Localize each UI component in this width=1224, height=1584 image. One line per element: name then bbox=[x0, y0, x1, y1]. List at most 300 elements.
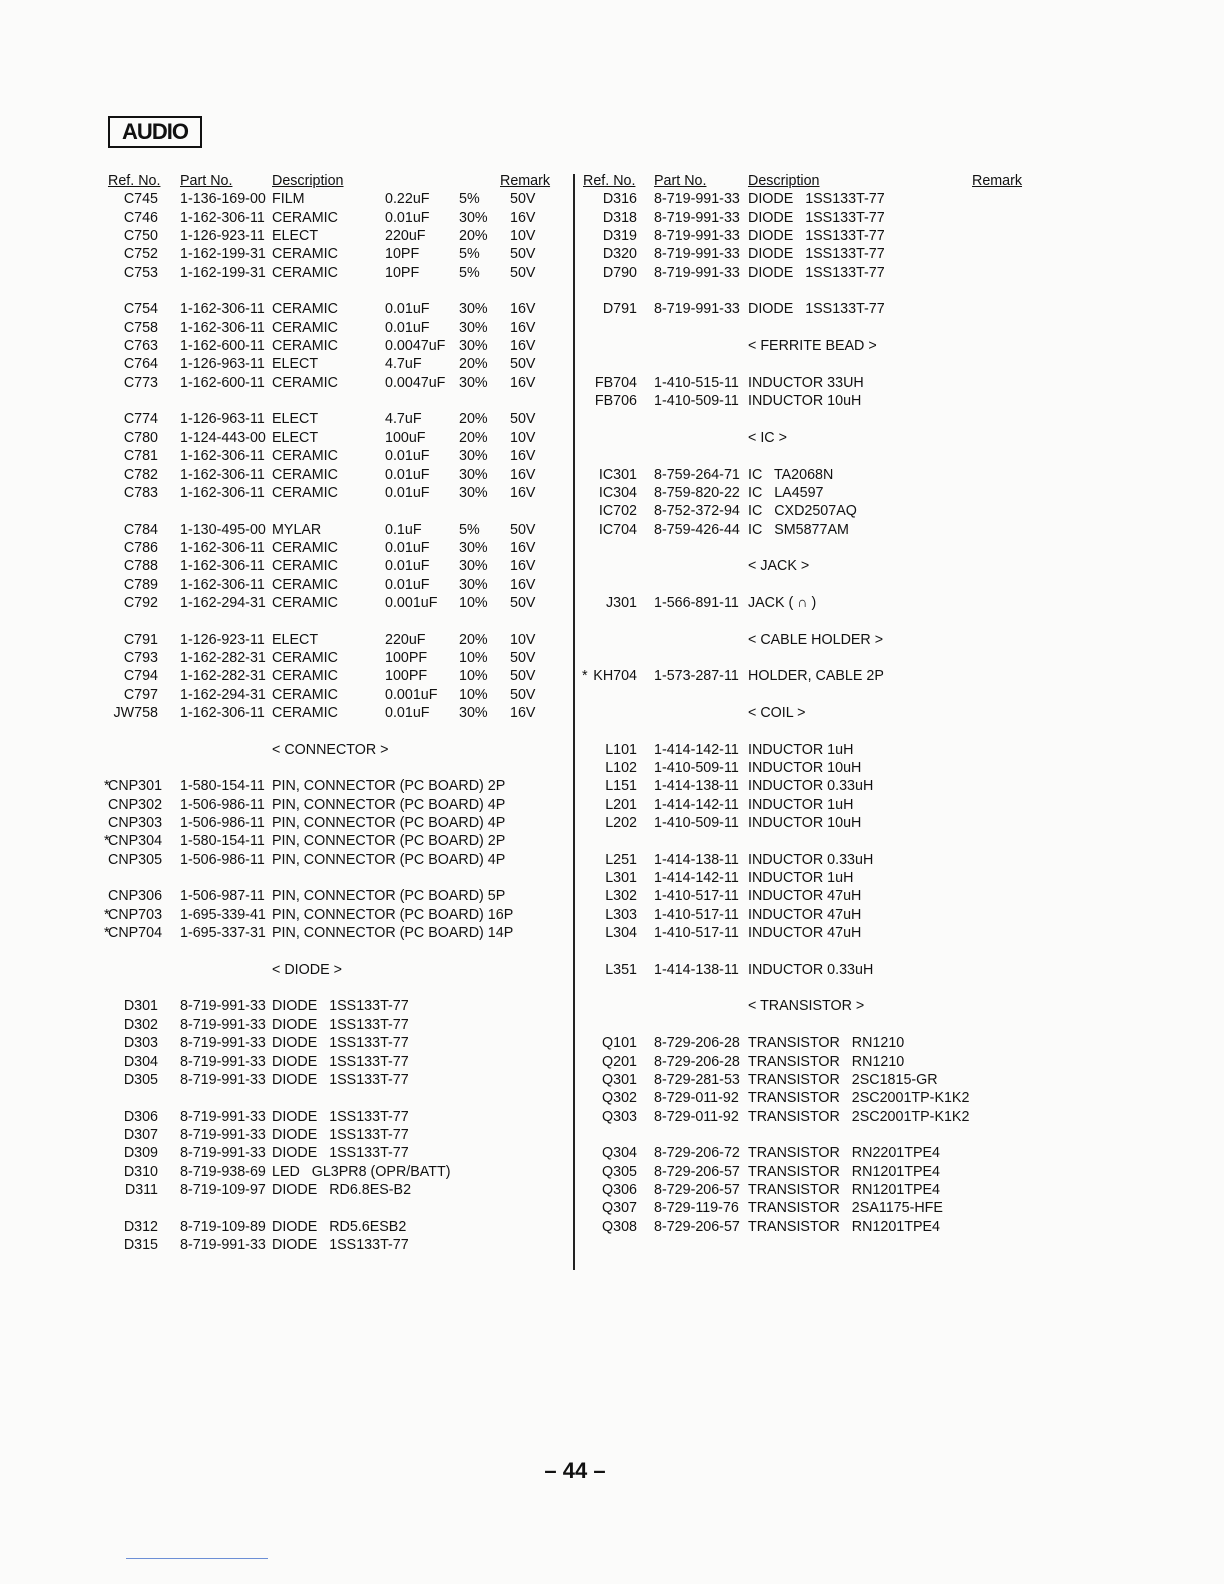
part-row bbox=[104, 594, 556, 612]
ref-no: D309 bbox=[123, 1145, 158, 1162]
ref-no: CNP303 bbox=[108, 815, 163, 832]
part-no: 1-162-306-11 bbox=[180, 704, 265, 721]
part-no: 1-414-138-11 bbox=[654, 961, 739, 978]
description: INDUCTOR 0.33uH bbox=[748, 961, 874, 978]
ref-no: C780 bbox=[123, 429, 158, 446]
part-no: 1-162-294-31 bbox=[180, 594, 266, 611]
part-no: 8-719-109-89 bbox=[180, 1218, 266, 1235]
description: DIODE 1SS133T-77 bbox=[272, 1236, 409, 1253]
ref-no: D310 bbox=[123, 1163, 158, 1180]
part-no: 8-759-820-22 bbox=[654, 484, 740, 501]
part-no: 8-729-011-92 bbox=[654, 1090, 739, 1107]
part-row bbox=[578, 466, 1028, 484]
part-row bbox=[578, 1199, 1028, 1217]
part-no: 1-566-891-11 bbox=[654, 594, 739, 611]
description: PIN, CONNECTOR (PC BOARD) 5P bbox=[272, 888, 506, 905]
tolerance: 5% bbox=[459, 191, 480, 208]
description: CERAMIC bbox=[272, 448, 338, 465]
right-table-header bbox=[578, 172, 1028, 190]
ref-no: CNP703 bbox=[108, 906, 163, 923]
part-row bbox=[104, 1071, 556, 1089]
ref-no: D302 bbox=[123, 1016, 158, 1033]
ref-no: D318 bbox=[602, 209, 637, 226]
ref-no: C782 bbox=[123, 466, 158, 483]
part-row bbox=[104, 410, 556, 428]
part-no: 1-573-287-11 bbox=[654, 668, 739, 685]
value: 0.01uF bbox=[385, 209, 430, 226]
ref-no: D304 bbox=[123, 1053, 158, 1070]
voltage-rating: 16V bbox=[510, 704, 536, 721]
ref-no: C788 bbox=[123, 558, 158, 575]
row-spacer bbox=[578, 576, 1028, 594]
voltage-rating: 50V bbox=[510, 668, 536, 685]
tolerance: 20% bbox=[459, 411, 488, 428]
part-row bbox=[104, 1016, 556, 1034]
ref-no: C797 bbox=[123, 686, 158, 703]
description: INDUCTOR 1uH bbox=[748, 796, 854, 813]
part-no: 1-124-443-00 bbox=[180, 429, 266, 446]
part-row bbox=[104, 429, 556, 447]
ref-no: C791 bbox=[123, 631, 158, 648]
row-spacer bbox=[104, 282, 556, 300]
description: ELECT bbox=[272, 356, 319, 373]
new-part-mark: * bbox=[104, 925, 110, 942]
row-spacer bbox=[578, 355, 1028, 373]
part-no: 8-719-991-33 bbox=[180, 998, 266, 1015]
value: 0.01uF bbox=[385, 539, 430, 556]
ref-no: FB704 bbox=[594, 374, 637, 391]
description: CERAMIC bbox=[272, 484, 338, 501]
tolerance: 30% bbox=[459, 338, 488, 355]
voltage-rating: 16V bbox=[510, 484, 536, 501]
row-spacer bbox=[578, 1016, 1028, 1034]
description: IC LA4597 bbox=[748, 484, 824, 501]
ref-no: D319 bbox=[602, 228, 637, 245]
tolerance: 30% bbox=[459, 209, 488, 226]
section-heading: < DIODE > bbox=[272, 961, 342, 978]
value: 0.01uF bbox=[385, 319, 430, 336]
page-number: – 44 – bbox=[544, 1458, 606, 1483]
tolerance: 20% bbox=[459, 631, 488, 648]
voltage-rating: 50V bbox=[510, 246, 536, 263]
description: CERAMIC bbox=[272, 576, 338, 593]
ref-no: C773 bbox=[123, 374, 158, 391]
part-row bbox=[104, 521, 556, 539]
description: DIODE 1SS133T-77 bbox=[748, 228, 885, 245]
ref-no: D320 bbox=[602, 246, 637, 263]
part-row bbox=[104, 1163, 556, 1181]
part-row bbox=[104, 355, 556, 373]
part-row bbox=[578, 796, 1028, 814]
row-spacer bbox=[578, 686, 1028, 704]
description: IC TA2068N bbox=[748, 466, 834, 483]
value: 0.01uF bbox=[385, 484, 430, 501]
part-no: 1-162-306-11 bbox=[180, 209, 265, 226]
part-no: 8-729-206-57 bbox=[654, 1163, 740, 1180]
description: INDUCTOR 47uH bbox=[748, 888, 862, 905]
section-heading: < CONNECTOR > bbox=[272, 741, 389, 758]
part-no: 1-410-509-11 bbox=[654, 815, 739, 832]
ref-no: CNP704 bbox=[108, 925, 163, 942]
part-row bbox=[578, 759, 1028, 777]
value: 0.0047uF bbox=[385, 338, 446, 355]
part-no: 8-719-991-33 bbox=[180, 1071, 266, 1088]
ref-no: D312 bbox=[123, 1218, 158, 1235]
part-no: 1-414-138-11 bbox=[654, 851, 739, 868]
voltage-rating: 16V bbox=[510, 539, 536, 556]
part-no: 8-719-991-33 bbox=[654, 191, 740, 208]
section-heading: < JACK > bbox=[748, 558, 810, 575]
part-no: 1-126-963-11 bbox=[180, 411, 265, 428]
description: ELECT bbox=[272, 411, 319, 428]
part-no: 8-759-264-71 bbox=[654, 466, 740, 483]
part-no: 1-162-306-11 bbox=[180, 448, 265, 465]
tolerance: 20% bbox=[459, 429, 488, 446]
description: CERAMIC bbox=[272, 338, 338, 355]
description: CERAMIC bbox=[272, 539, 338, 556]
part-no: 1-580-154-11 bbox=[180, 778, 265, 795]
row-spacer bbox=[578, 447, 1028, 465]
part-no: 8-729-011-92 bbox=[654, 1108, 739, 1125]
section-heading-row bbox=[578, 704, 1028, 722]
part-no: 1-410-517-11 bbox=[654, 925, 739, 942]
tolerance: 20% bbox=[459, 228, 488, 245]
ref-no: Q307 bbox=[602, 1200, 637, 1217]
part-row bbox=[578, 594, 1028, 612]
ref-no: C794 bbox=[123, 668, 158, 685]
tolerance: 5% bbox=[459, 264, 480, 281]
description: IC CXD2507AQ bbox=[748, 503, 857, 520]
ref-no: C745 bbox=[123, 191, 158, 208]
part-row bbox=[104, 227, 556, 245]
ref-no: IC304 bbox=[598, 484, 637, 501]
row-spacer bbox=[578, 282, 1028, 300]
part-row bbox=[104, 245, 556, 263]
part-no: 8-719-991-33 bbox=[180, 1126, 266, 1143]
voltage-rating: 16V bbox=[510, 301, 536, 318]
part-row bbox=[578, 741, 1028, 759]
row-spacer bbox=[104, 722, 556, 740]
header-remark: Remark bbox=[972, 173, 1023, 189]
part-no: 8-729-206-57 bbox=[654, 1181, 740, 1198]
value: 4.7uF bbox=[385, 356, 422, 373]
section-heading: < COIL > bbox=[748, 704, 806, 721]
description: TRANSISTOR RN1201TPE4 bbox=[748, 1181, 941, 1198]
part-no: 8-719-109-97 bbox=[180, 1181, 266, 1198]
ref-no: CNP304 bbox=[108, 833, 163, 850]
tolerance: 10% bbox=[459, 668, 488, 685]
ref-no: JW758 bbox=[113, 704, 158, 721]
row-spacer bbox=[578, 612, 1028, 630]
value: 0.01uF bbox=[385, 558, 430, 575]
ref-no: CNP305 bbox=[108, 851, 163, 868]
part-row bbox=[578, 814, 1028, 832]
part-row bbox=[104, 667, 556, 685]
part-no: 1-410-509-11 bbox=[654, 393, 739, 410]
section-heading-row bbox=[578, 429, 1028, 447]
ref-no: C781 bbox=[123, 448, 158, 465]
part-row bbox=[578, 1034, 1028, 1052]
description: INDUCTOR 1uH bbox=[748, 741, 854, 758]
tolerance: 10% bbox=[459, 686, 488, 703]
part-no: 1-506-986-11 bbox=[180, 851, 265, 868]
part-no: 1-162-199-31 bbox=[180, 264, 266, 281]
part-row bbox=[104, 447, 556, 465]
part-row bbox=[578, 1181, 1028, 1199]
ref-no: Q304 bbox=[602, 1145, 637, 1162]
ref-no: D307 bbox=[123, 1126, 158, 1143]
value: 0.01uF bbox=[385, 576, 430, 593]
description: DIODE RD6.8ES-B2 bbox=[272, 1181, 412, 1198]
tolerance: 10% bbox=[459, 594, 488, 611]
part-no: 1-414-142-11 bbox=[654, 741, 739, 758]
tolerance: 30% bbox=[459, 576, 488, 593]
part-row bbox=[578, 887, 1028, 905]
part-row bbox=[104, 576, 556, 594]
part-no: 1-410-515-11 bbox=[654, 374, 739, 391]
part-row bbox=[104, 887, 556, 905]
part-no: 1-162-294-31 bbox=[180, 686, 266, 703]
part-row bbox=[104, 851, 556, 869]
part-no: 8-719-991-33 bbox=[654, 228, 740, 245]
part-row bbox=[578, 667, 1028, 685]
ref-no: D303 bbox=[123, 1035, 158, 1052]
ref-no: C750 bbox=[123, 228, 158, 245]
part-no: 1-506-987-11 bbox=[180, 888, 265, 905]
row-spacer bbox=[104, 942, 556, 960]
description: CERAMIC bbox=[272, 686, 338, 703]
section-heading-row bbox=[578, 631, 1028, 649]
ref-no: L302 bbox=[605, 888, 637, 905]
row-spacer bbox=[578, 1126, 1028, 1144]
value: 0.001uF bbox=[385, 594, 438, 611]
value: 220uF bbox=[385, 228, 426, 245]
tolerance: 30% bbox=[459, 301, 488, 318]
description: PIN, CONNECTOR (PC BOARD) 4P bbox=[272, 815, 506, 832]
voltage-rating: 50V bbox=[510, 686, 536, 703]
description: CERAMIC bbox=[272, 319, 338, 336]
description: INDUCTOR 47uH bbox=[748, 925, 862, 942]
ref-no: Q101 bbox=[602, 1035, 637, 1052]
part-row bbox=[578, 209, 1028, 227]
voltage-rating: 50V bbox=[510, 411, 536, 428]
description: PIN, CONNECTOR (PC BOARD) 2P bbox=[272, 778, 506, 795]
description: CERAMIC bbox=[272, 649, 338, 666]
description: DIODE 1SS133T-77 bbox=[748, 246, 885, 263]
part-row bbox=[104, 704, 556, 722]
ref-no: FB706 bbox=[594, 393, 637, 410]
part-no: 8-719-991-33 bbox=[654, 246, 740, 263]
part-no: 1-162-306-11 bbox=[180, 319, 265, 336]
description: CERAMIC bbox=[272, 209, 338, 226]
row-spacer bbox=[104, 1199, 556, 1217]
part-row bbox=[104, 832, 556, 850]
left-parts-column bbox=[104, 172, 556, 1254]
part-row bbox=[104, 814, 556, 832]
ref-no: L201 bbox=[605, 796, 637, 813]
ref-no: D316 bbox=[602, 191, 637, 208]
row-spacer bbox=[104, 392, 556, 410]
part-row bbox=[578, 1053, 1028, 1071]
value: 0.01uF bbox=[385, 466, 430, 483]
part-no: 1-126-923-11 bbox=[180, 631, 265, 648]
part-row bbox=[578, 300, 1028, 318]
part-no: 8-719-991-33 bbox=[180, 1108, 266, 1125]
ref-no: Q306 bbox=[602, 1181, 637, 1198]
ref-no: KH704 bbox=[593, 668, 637, 685]
tolerance: 10% bbox=[459, 649, 488, 666]
header-part-no: Part No. bbox=[180, 173, 233, 189]
section-heading-row bbox=[578, 337, 1028, 355]
ref-no: D305 bbox=[123, 1071, 158, 1088]
tolerance: 30% bbox=[459, 484, 488, 501]
part-no: 1-126-963-11 bbox=[180, 356, 265, 373]
description: CERAMIC bbox=[272, 668, 338, 685]
part-no: 1-506-986-11 bbox=[180, 815, 265, 832]
section-heading: < TRANSISTOR > bbox=[748, 998, 865, 1015]
part-no: 8-719-938-69 bbox=[180, 1163, 266, 1180]
part-no: 8-719-991-33 bbox=[180, 1236, 266, 1253]
ref-no: L304 bbox=[605, 925, 637, 942]
ref-no: D791 bbox=[602, 301, 637, 318]
description: INDUCTOR 33UH bbox=[748, 374, 864, 391]
part-no: 1-162-306-11 bbox=[180, 576, 265, 593]
ref-no: C746 bbox=[123, 209, 158, 226]
description: DIODE 1SS133T-77 bbox=[272, 1053, 409, 1070]
part-no: 1-162-306-11 bbox=[180, 558, 265, 575]
section-heading-row bbox=[104, 961, 556, 979]
part-row bbox=[104, 190, 556, 208]
part-row bbox=[104, 686, 556, 704]
voltage-rating: 10V bbox=[510, 429, 536, 446]
row-spacer bbox=[578, 722, 1028, 740]
new-part-mark: * bbox=[104, 833, 110, 850]
description: PIN, CONNECTOR (PC BOARD) 16P bbox=[272, 906, 514, 923]
ref-no: D306 bbox=[123, 1108, 158, 1125]
row-spacer bbox=[104, 869, 556, 887]
new-part-mark: * bbox=[582, 668, 588, 685]
part-row bbox=[104, 319, 556, 337]
ref-no: L303 bbox=[605, 906, 637, 923]
row-spacer bbox=[104, 612, 556, 630]
description: TRANSISTOR 2SA1175-HFE bbox=[748, 1200, 943, 1217]
ref-no: L301 bbox=[605, 870, 637, 887]
left-table-body bbox=[104, 190, 556, 1254]
part-no: 1-162-199-31 bbox=[180, 246, 266, 263]
row-spacer bbox=[578, 649, 1028, 667]
part-no: 1-410-517-11 bbox=[654, 888, 739, 905]
part-row bbox=[104, 539, 556, 557]
description: CERAMIC bbox=[272, 558, 338, 575]
value: 0.01uF bbox=[385, 704, 430, 721]
part-row bbox=[104, 264, 556, 282]
description: PIN, CONNECTOR (PC BOARD) 2P bbox=[272, 833, 506, 850]
part-no: 8-729-206-72 bbox=[654, 1145, 740, 1162]
voltage-rating: 10V bbox=[510, 631, 536, 648]
voltage-rating: 16V bbox=[510, 576, 536, 593]
part-row bbox=[104, 209, 556, 227]
part-row bbox=[578, 1089, 1028, 1107]
part-no: 8-719-991-33 bbox=[654, 209, 740, 226]
description: LED GL3PR8 (OPR/BATT) bbox=[272, 1163, 451, 1180]
part-no: 1-162-282-31 bbox=[180, 649, 266, 666]
part-row bbox=[104, 631, 556, 649]
ref-no: C764 bbox=[123, 356, 158, 373]
ref-no: CNP306 bbox=[108, 888, 163, 905]
ref-no: L151 bbox=[605, 778, 637, 795]
description: DIODE 1SS133T-77 bbox=[272, 1126, 409, 1143]
ref-no: L251 bbox=[605, 851, 637, 868]
row-spacer bbox=[104, 759, 556, 777]
row-spacer bbox=[578, 832, 1028, 850]
new-part-mark: * bbox=[104, 906, 110, 923]
ref-no: IC702 bbox=[598, 503, 637, 520]
ref-no: C793 bbox=[123, 649, 158, 666]
part-no: 1-506-986-11 bbox=[180, 796, 265, 813]
part-row bbox=[104, 649, 556, 667]
part-row bbox=[578, 961, 1028, 979]
description: CERAMIC bbox=[272, 374, 338, 391]
description: TRANSISTOR RN2201TPE4 bbox=[748, 1145, 941, 1162]
ref-no: L102 bbox=[605, 760, 637, 776]
ref-no: C763 bbox=[123, 338, 158, 355]
part-no: 1-162-282-31 bbox=[180, 668, 266, 685]
value: 0.1uF bbox=[385, 521, 422, 538]
ref-no: IC704 bbox=[598, 521, 637, 538]
part-no: 1-162-600-11 bbox=[180, 338, 265, 355]
part-row bbox=[104, 1108, 556, 1126]
ref-no: L101 bbox=[605, 741, 637, 758]
header-part-no: Part No. bbox=[654, 173, 707, 189]
value: 0.0047uF bbox=[385, 374, 446, 391]
ref-no: D311 bbox=[124, 1181, 158, 1198]
description: INDUCTOR 47uH bbox=[748, 906, 862, 923]
new-part-mark: * bbox=[104, 778, 110, 795]
description: DIODE 1SS133T-77 bbox=[272, 1145, 409, 1162]
description: PIN, CONNECTOR (PC BOARD) 4P bbox=[272, 796, 506, 813]
part-row bbox=[578, 392, 1028, 410]
part-row bbox=[578, 1108, 1028, 1126]
description: ELECT bbox=[272, 429, 319, 446]
description: ELECT bbox=[272, 631, 319, 648]
part-no: 1-410-509-11 bbox=[654, 760, 739, 776]
tolerance: 30% bbox=[459, 319, 488, 336]
voltage-rating: 16V bbox=[510, 448, 536, 465]
part-row bbox=[104, 1218, 556, 1236]
description: FILM bbox=[272, 191, 305, 208]
left-table-header bbox=[104, 172, 556, 190]
section-title-badge: AUDIO bbox=[108, 116, 202, 148]
part-no: 1-162-306-11 bbox=[180, 539, 265, 556]
part-no: 1-580-154-11 bbox=[180, 833, 265, 850]
part-no: 1-136-169-00 bbox=[180, 191, 266, 208]
ref-no: C789 bbox=[123, 576, 158, 593]
ref-no: D790 bbox=[602, 264, 637, 281]
part-row bbox=[104, 374, 556, 392]
part-row bbox=[578, 906, 1028, 924]
part-row bbox=[578, 227, 1028, 245]
part-row bbox=[104, 1053, 556, 1071]
description: INDUCTOR 1uH bbox=[748, 870, 854, 887]
ref-no: IC301 bbox=[598, 466, 637, 483]
row-spacer bbox=[578, 942, 1028, 960]
ref-no: C753 bbox=[123, 264, 158, 281]
part-no: 1-162-306-11 bbox=[180, 301, 265, 318]
part-row bbox=[578, 484, 1028, 502]
part-row bbox=[578, 851, 1028, 869]
description: PIN, CONNECTOR (PC BOARD) 4P bbox=[272, 851, 506, 868]
ref-no: C783 bbox=[123, 484, 158, 501]
